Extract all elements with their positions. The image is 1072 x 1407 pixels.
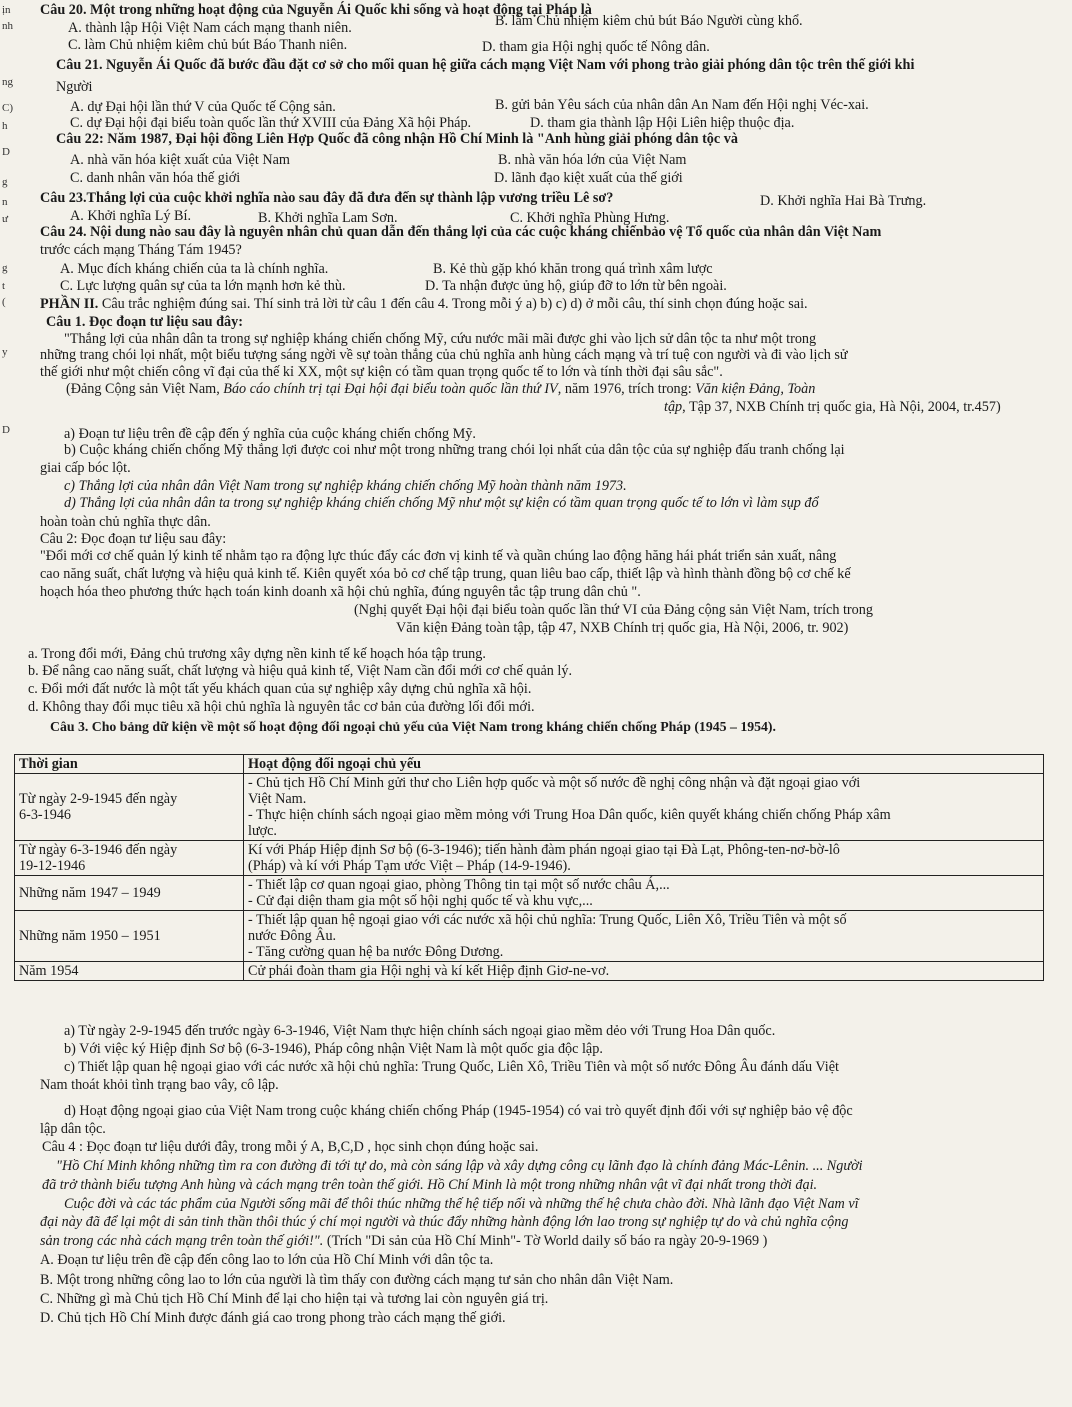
s2-quote-line: hoạch hóa theo phương thức hạch toán kinh doanh xã hội chủ nghĩa, đúng nguyên tắc tập trung dân chủ ". [40, 584, 641, 600]
margin-fragment: D [2, 146, 10, 158]
margin-fragment: g [2, 176, 8, 188]
s3-item-a: a) Từ ngày 2-9-1945 đến trước ngày 6-3-1946, Việt Nam thực hiện chính sách ngoại giao mềm dẻo với Trung Hoa Dân quốc. [64, 1023, 776, 1039]
q21-option-b: B. gửi bản Yêu sách của nhân dân An Nam đến Hội nghị Véc-xai. [495, 97, 869, 113]
q24-title: Câu 24. Nội dung nào sau đây là nguyên nhân chủ quan dẫn đến thắng lợi của các cuộc kháng chiếnbảo vệ Tổ quốc của nhân dân Việt Nam [40, 224, 882, 240]
s4-quote-line: "Hồ Chí Minh không những tìm ra con đường đi tới tự do, mà còn sáng lập và xây dựng công cụ lãnh đạo là chính đảng Mác-Lênin. ... Người [56, 1158, 863, 1174]
cell-text: 19-12-1946 [19, 858, 86, 874]
cell-text: nước Đông Âu. [248, 928, 337, 944]
margin-fragment: t [2, 280, 6, 292]
q22-option-b: B. nhà văn hóa lớn của Việt Nam [498, 152, 687, 168]
cell-text: Năm 1954 [19, 963, 79, 979]
part2-heading: PHẦN II. [40, 296, 99, 312]
q23-option-d: D. Khởi nghĩa Hai Bà Trưng. [760, 193, 927, 209]
s3-activities-table [14, 754, 1044, 981]
s2-item-c: c. Đổi mới đất nước là một tất yếu khách quan của sự nghiệp xây dựng chủ nghĩa xã hội. [28, 681, 532, 697]
s1-item-b: b) Cuộc kháng chiến chống Mỹ thắng lợi được coi như một trong những trang chói lọi nhất của dân tộc của sự nghiệp đấu tranh chống lại [64, 442, 845, 458]
s4-quote-line: đại này đã để lại một di sản tinh thần thôi thúc ý chí mọi người và thúc đẩy những hành động lớn lao trong sự nghiệp tự do và chủ nghĩa cộng [40, 1214, 849, 1230]
q24-option-c: C. Lực lượng quân sự của ta lớn mạnh hơn kẻ thù. [60, 278, 346, 294]
cell-text: Từ ngày 2-9-1945 đến ngày [19, 791, 178, 807]
q22-option-d: D. lãnh đạo kiệt xuất của thế giới [494, 170, 683, 186]
s1-item-d: d) Thắng lợi của nhân dân ta trong sự nghiệp kháng chiến chống Mỹ như một sự kiện có tầm quan trọng quốc tế to lớn vì làm sụp đổ [64, 495, 819, 511]
s2-citation-cont: Văn kiện Đảng toàn tập, tập 47, NXB Chính trị quốc gia, Hà Nội, 2006, tr. 902) [396, 620, 849, 636]
s3-item-d-cont: lập dân tộc. [40, 1121, 106, 1137]
margin-fragment: ng [2, 76, 13, 88]
part2-text: Câu trắc nghiệm đúng sai. Thí sinh trả lời từ câu 1 đến câu 4. Trong mỗi ý a) b) c) d) ở mỗi câu, thí sinh chọn đúng hoặc sai. [98, 296, 808, 312]
table-cell-time [15, 876, 244, 911]
table-cell-activity [244, 962, 1044, 981]
margin-fragment: ( [2, 296, 6, 308]
q24-option-b: B. Kẻ thù gặp khó khăn trong quá trình xâm lược [433, 261, 713, 277]
q22-option-c: C. danh nhân văn hóa thế giới [70, 170, 241, 186]
table-row [15, 774, 1044, 841]
q22-option-a: A. nhà văn hóa kiệt xuất của Việt Nam [70, 152, 290, 168]
s2-title: Câu 2: Đọc đoạn tư liệu sau đây: [40, 531, 227, 547]
table-row [15, 911, 1044, 962]
margin-fragment: D [2, 424, 10, 436]
s3-item-d: d) Hoạt động ngoại giao của Việt Nam trong cuộc kháng chiến chống Pháp (1945-1954) có vai trò quyết định đối với sự nghiệp bảo vệ độc [64, 1103, 853, 1119]
q21-option-d: D. tham gia thành lập Hội Liên hiệp thuộc địa. [530, 115, 795, 131]
part2-instructions [40, 296, 808, 312]
cell-text: - Thiết lập cơ quan ngoại giao, phòng Thông tin tại một số nước châu Á,... [248, 877, 670, 893]
s3-item-b: b) Với việc ký Hiệp định Sơ bộ (6-3-1946), Pháp công nhận Việt Nam là một quốc gia độc lập. [64, 1041, 603, 1057]
table-cell-activity [244, 774, 1044, 841]
s1-citation-work: Văn kiện Đảng, Toàn [695, 381, 816, 397]
s4-item-b: B. Một trong những công lao to lớn của người là tìm thấy con đường cách mạng tư sản cho nhân dân Việt Nam. [40, 1272, 674, 1288]
s1-item-c: c) Thắng lợi của nhân dân Việt Nam trong sự nghiệp kháng chiến chống Mỹ hoàn thành năm 1973. [64, 478, 627, 494]
q24-option-d: D. Ta nhận được ủng hộ, giúp đỡ to lớn từ bên ngoài. [425, 278, 727, 294]
table-cell-time [15, 841, 244, 876]
s4-quote-line: Cuộc đời và các tác phẩm của Người sống mãi để thôi thúc những thế hệ tiếp nối và những thế hệ chưa chào đời. Nhà lãnh đạo Việt Nam vĩ [64, 1196, 859, 1212]
s3-item-c-cont: Nam thoát khỏi tình trạng bao vây, cô lập. [40, 1077, 279, 1093]
table-row [15, 876, 1044, 911]
q24-option-a: A. Mục đích kháng chiến của ta là chính nghĩa. [60, 261, 329, 277]
s1-quote-line: những trang chói lọi nhất, một biểu tượng sáng ngời về sự toàn thắng của chủ nghĩa anh hùng cách mạng và trí tuệ con người và đi vào lịch sử [40, 347, 848, 363]
cell-text: Kí với Pháp Hiệp định Sơ bộ (6-3-1946); tiến hành đàm phán ngoại giao tại Đà Lạt, Phông-ten-nơ-bờ-lô [248, 842, 840, 858]
q21-option-c: C. dự Đại hội đại biểu toàn quốc lần thứ XVIII của Đảng Xã hội Pháp. [70, 115, 472, 131]
cell-text: - Thiết lập quan hệ ngoại giao với các nước xã hội chủ nghĩa: Trung Quốc, Liên Xô, Triều Tiên và một số [248, 912, 847, 928]
cell-text: Từ ngày 6-3-1946 đến ngày [19, 842, 178, 858]
q23-option-a: A. Khởi nghĩa Lý Bí. [70, 208, 191, 224]
cell-text: 6-3-1946 [19, 807, 72, 823]
margin-fragment: h [2, 120, 8, 132]
margin-fragment: C) [2, 102, 13, 114]
s2-item-d: d. Không thay đổi mục tiêu xã hội chủ nghĩa là nguyên tắc cơ bản của đường lối đổi mới. [28, 699, 535, 715]
s2-citation: (Nghị quyết Đại hội đại biểu toàn quốc lần thứ VI của Đảng cộng sản Việt Nam, trích trong [354, 602, 873, 618]
q20-option-d: D. tham gia Hội nghị quốc tế Nông dân. [482, 39, 710, 55]
s4-title-text: Câu 4 : Đọc đoạn tư liệu dưới đây, trong mỗi ý A, B,C,D , học sinh chọn đúng hoặc sai. [42, 1139, 539, 1155]
q23-option-b: B. Khởi nghĩa Lam Sơn. [258, 210, 398, 226]
s1-citation-part: , năm 1976, trích trong: [557, 381, 696, 397]
table-cell-activity [244, 911, 1044, 962]
cell-text: (Pháp) và kí với Pháp Tạm ước Việt – Pháp (14-9-1946). [248, 858, 571, 874]
cell-text: Việt Nam. [248, 791, 307, 807]
s3-title: Câu 3. Cho bảng dữ kiện về một số hoạt động đối ngoại chủ yếu của Việt Nam trong kháng chiến chống Pháp (1945 – 1954). [50, 719, 776, 734]
s1-item-a: a) Đoạn tư liệu trên đề cập đến ý nghĩa của cuộc kháng chiến chống Mỹ. [64, 426, 476, 442]
s1-item-d-cont: hoàn toàn chủ nghĩa thực dân. [40, 514, 211, 530]
table-header-activity: Hoạt động đối ngoại chủ yếu [244, 755, 1044, 774]
q21-title: Câu 21. Nguyễn Ái Quốc đã bước đầu đặt cơ sở cho mối quan hệ giữa cách mạng Việt Nam với phong trào giải phóng dân tộc trên thế giới khi [56, 57, 915, 73]
cell-text: Những năm 1947 – 1949 [19, 885, 161, 901]
s4-item-d: D. Chủ tịch Hồ Chí Minh được đánh giá cao trong phong trào cách mạng thế giới. [40, 1310, 506, 1326]
s1-citation-part: (Đảng Cộng sản Việt Nam, [66, 381, 224, 397]
q20-option-a: A. thành lập Hội Việt Nam cách mạng thanh niên. [68, 20, 352, 36]
table-header-time: Thời gian [15, 755, 244, 774]
s1-quote-line: thế giới như một chiến công vĩ đại của thế kỉ XX, một sự kiện có tầm quan trọng quốc tế to lớn và tính thời đại sâu sắc". [40, 364, 723, 380]
q23-option-c: C. Khởi nghĩa Phùng Hưng. [510, 210, 670, 226]
margin-fragment: nh [2, 20, 13, 32]
s1-title: Câu 1. Đọc đoạn tư liệu sau đây: [46, 314, 243, 330]
margin-fragment: ư [2, 213, 8, 225]
s2-quote-line: cao năng suất, chất lượng và hiệu quả kinh tế. Kiên quyết xóa bỏ cơ chế tập trung, quan liêu bao cấp, thiết lập và hình thành đồng bộ cơ chế kế [40, 566, 851, 582]
s3-item-c: c) Thiết lập quan hệ ngoại giao với các nước xã hội chủ nghĩa: Trung Quốc, Liên Xô, Triều Tiên và một số nước Đông Âu đánh dấu Việt [64, 1059, 839, 1075]
table-row [15, 841, 1044, 876]
s2-item-b: b. Để nâng cao năng suất, chất lượng và hiệu quả kinh tế, Việt Nam cần đổi mới cơ chế quản lý. [28, 663, 573, 679]
s2-quote-line: "Đổi mới cơ chế quản lý kinh tế nhằm tạo ra động lực thúc đẩy các đơn vị kinh tế và quần chúng lao động hăng hái phát triển sản xuất, nâng [40, 548, 837, 564]
s1-item-b-cont: giai cấp bóc lột. [40, 460, 131, 476]
table-row [15, 962, 1044, 981]
q20-option-c: C. làm Chủ nhiệm kiêm chủ bút Báo Thanh niên. [68, 37, 348, 53]
q21-title-cont: Người [56, 79, 93, 95]
cell-text: lược. [248, 823, 277, 839]
s2-item-a: a. Trong đổi mới, Đảng chủ trương xây dựng nền kinh tế kế hoạch hóa tập trung. [28, 646, 486, 662]
s4-quote-end: sản trong các nhà cách mạng trên toàn thế giới!". [40, 1233, 324, 1249]
s1-citation-work: Báo cáo chính trị tại Đại hội đại biểu toàn quốc lần thứ IV [223, 381, 558, 397]
margin-fragment: y [2, 346, 8, 358]
table-cell-activity [244, 876, 1044, 911]
s4-quote-last [40, 1233, 767, 1249]
cell-text: - Cử đại diện tham gia một số hội nghị quốc tế và khu vực,... [248, 893, 593, 909]
table-cell-activity [244, 841, 1044, 876]
q22-title-text: Câu 22: Năm 1987, Đại hội đồng Liên Hợp Quốc đã công nhận Hồ Chí Minh là "Anh hùng giải phóng dân tộc và [56, 131, 738, 147]
s1-quote-line: "Thắng lợi của nhân dân ta trong sự nghiệp kháng chiến chống Mỹ, cứu nước mãi mãi được ghi vào lịch sử dân tộc ta như một trong [64, 331, 817, 347]
table-cell-time [15, 774, 244, 841]
s4-title [42, 1139, 538, 1155]
s4-quote-line: đã trở thành biểu tượng Anh hùng và cách mạng trên toàn thế giới. Hồ Chí Minh là một trong những nhân vật vĩ đại nhất trong thời đại. [42, 1177, 818, 1193]
s4-item-a: A. Đoạn tư liệu trên đề cập đến công lao to lớn của Hồ Chí Minh với dân tộc ta. [40, 1252, 494, 1268]
cell-text: - Thực hiện chính sách ngoại giao mềm mỏng với Trung Hoa Dân quốc, kiên quyết kháng chiến chống Pháp xâm [248, 807, 891, 823]
q20-option-b: B. làm Chủ nhiệm kiêm chủ bút Báo Người cùng khổ. [495, 13, 803, 29]
margin-fragment: g [2, 262, 8, 274]
s4-item-c: C. Những gì mà Chủ tịch Hồ Chí Minh để lại cho hiện tại và tương lai còn nguyên giá trị. [40, 1291, 549, 1307]
margin-fragment: ịn [2, 4, 11, 16]
q23-title: Câu 23.Thắng lợi của cuộc khởi nghĩa nào sau đây đã đưa đến sự thành lập vương triều Lê sơ? [40, 190, 614, 206]
margin-fragment: n [2, 196, 8, 208]
table-cell-time [15, 962, 244, 981]
s1-citation-cont [664, 399, 1001, 415]
q22-title [56, 131, 738, 147]
s1-citation-work: tập [664, 399, 683, 415]
cell-text: Cử phái đoàn tham gia Hội nghị và kí kết Hiệp định Giơ-ne-vơ. [248, 963, 610, 979]
table-cell-time [15, 911, 244, 962]
cell-text: Những năm 1950 – 1951 [19, 928, 161, 944]
s4-source: (Trích "Di sản của Hồ Chí Minh"- Tờ World daily số báo ra ngày 20-9-1969 ) [323, 1233, 768, 1249]
s1-citation-part: , Tập 37, NXB Chính trị quốc gia, Hà Nội, 2004, tr.457) [682, 399, 1001, 415]
table-header-row [15, 755, 1044, 774]
cell-text: - Tăng cường quan hệ ba nước Đông Dương. [248, 944, 504, 960]
s1-citation [66, 381, 815, 397]
cell-text: - Chủ tịch Hồ Chí Minh gửi thư cho Liên hợp quốc và một số nước đề nghị công nhận và đặt ngoại giao với [248, 775, 861, 791]
q20-title-text: Câu 20. Một trong những hoạt động của Nguyễn Ái Quốc khi sống và hoạt động tại Pháp là [40, 2, 592, 18]
q24-title-cont: trước cách mạng Tháng Tám 1945? [40, 242, 242, 258]
q21-option-a: A. dự Đại hội lần thứ V của Quốc tế Cộng sản. [70, 99, 336, 115]
